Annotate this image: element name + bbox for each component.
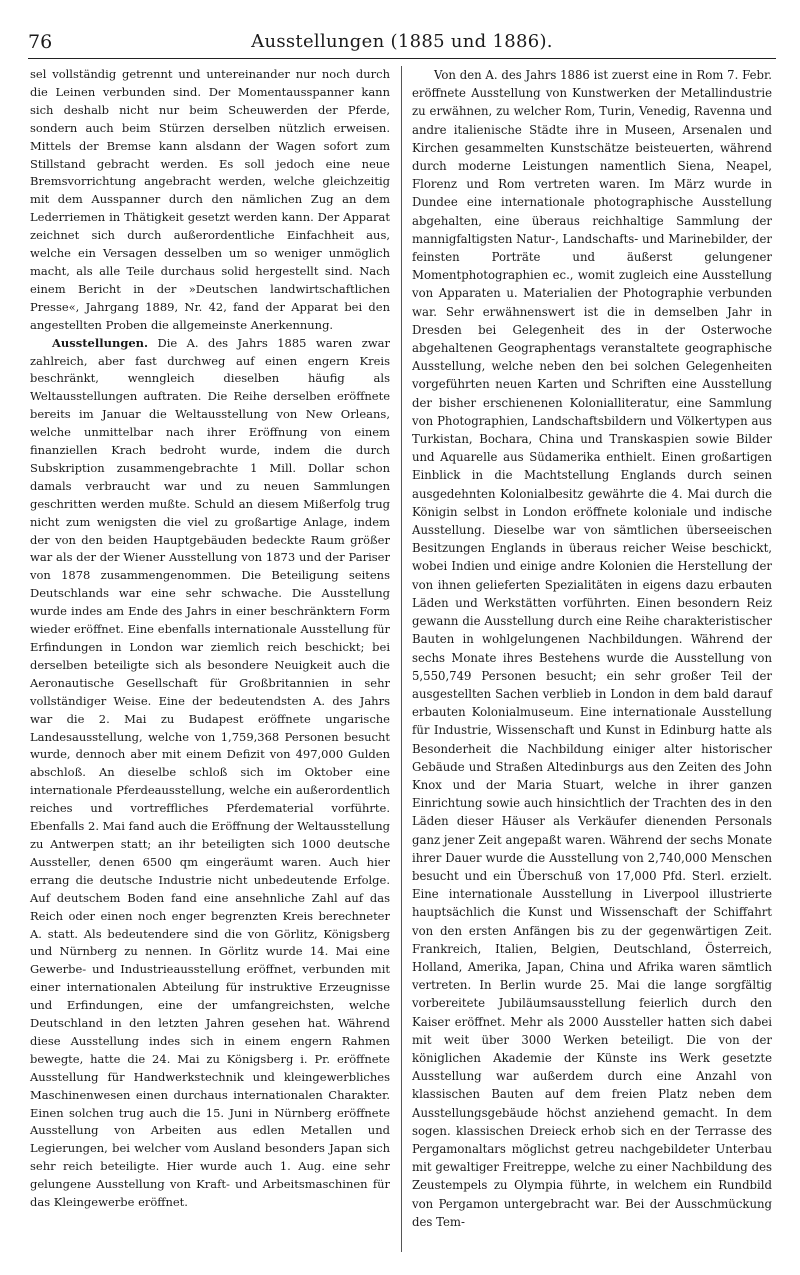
article-paragraph-1886: Von den A. des Jahrs 1886 ist zuerst eine in Rom 7. Febr. eröffnete Ausstellung von Kunstwerken der Metallindustrie zu erwähnen, zu welcher Rom, Turin, Venedig, Ravenna und andre italienische Städte ihre in Museen, Arsenalen und Kirchen gesammelten Kunstschätze beisteuerten, während durch moderne Leistungen namentlich Siena, Neapel, Florenz und Rom vertreten waren. Im März wurde in Dundee eine internationale photographische Ausstellung abgehalten, eine überaus reichhaltige Sammlung der mannigfaltigsten Natur-, Landschafts- und Marinebilder, der feinsten Porträte und äußerst gelungener Momentphotographien ec., womit zugleich eine Ausstellung von Apparaten u. Materialien der Photographie verbunden war. Sehr erwähnenswert ist die in demselben Jahr in Dresden bei Gelegenheit des in der Osterwoche abgehaltenen Geographentags veranstaltete geographische Ausstellung, welche neben den bei solchen Gelegenheiten vorgeführten neuen Karten und Schriften eine Ausstellung der bisher erschienenen Kolonialliteratur, eine Sammlung von Photographien, Landschaftsbildern und Völkertypen aus Turkistan, Bochara, China und Transkaspien sowie Bilder und Aquarelle aus Südamerika enthielt. Einen großartigen Einblick in die Machtstellung Englands durch seinen ausgedehnten Kolonialbesitz gewährte die 4. Mai durch die Königin selbst in London eröffnete koloniale und indische Ausstellung. Dieselbe war von sämtlichen überseeischen Besitzungen Englands in überaus reicher Weise beschickt, wobei Indien und einige andre Kolonien die Herstellung der von ihnen gelieferten Spezialitäten in eigens dazu erbauten Läden und Werkstätten vorführten. Einen besondern Reiz gewann die Ausstellung durch eine Reihe charakteristischer Bauten in wohlgelungenen Nachbildungen. Während der sechs Monate ihres Bestehens wurde die Ausstellung von 5,550,749 Personen besucht; ein sehr großer Teil der ausgestellten Sachen verblieb in London in dem bald darauf erbauten Kolonialmuseum. Eine internationale Ausstellung für Industrie, Wissenschaft und Kunst in Edinburg hatte als Besonderheit die Nachbildung einiger alter historischer Gebäude und Straßen Altedinburgs aus den Zeiten des John Knox und der Maria Stuart, welche in ihrer ganzen Einrichtung sowie auch hinsichtlich der Trachten des in den Läden dieser Häuser als Verkäufer dienenden Personals ganz jener Zeit angepaßt waren. Während der sechs Monate ihrer Dauer wurde die Ausstellung von 2,740,000 Menschen besucht und ein Überschuß von 17,000 Pfd. Sterl. erzielt. Eine internationale Ausstellung in Liverpool illustrierte hauptsächlich die Kunst und Wissenschaft der Schiffahrt von den ersten Anfängen bis zu der gegenwärtigen Zeit. Frankreich, Italien, Belgien, Deutschland, Österreich, Holland, Amerika, Japan, China und Afrika waren sämtlich vertreten. In Berlin wurde 25. Mai die lange sorgfältig vorbereitete Jubiläumsausstellung feierlich durch den Kaiser eröffnet. Mehr als 2000 Aussteller hatten sich dabei mit weit über 3000 Werken beteiligt. Die von der königlichen Akademie der Künste ins Werk gesetzte Ausstellung war außerdem durch eine Anzahl von klassischen Bauten auf dem freien Platz neben dem Ausstellungsgebäude höchst anziehend gemacht. In dem sogen. klassischen Dreieck erhob sich en der Terrasse des Pergamonaltars möglichst getreu nachgebildeter Unterbau mit gewaltiger Freitreppe, welche zu einer Nachbildung des Zeustempels zu Olympia führte, in welchem ein Rundbild von Pergamon untergebracht war. Bei der Ausschmückung des Tem- bbox=[412, 68, 772, 1229]
article-lemma: Ausstellungen. bbox=[52, 335, 149, 350]
left-column bbox=[30, 66, 390, 1212]
article-text: Die A. des Jahrs 1885 waren zwar zahlreich, aber fast durchweg auf einen engern Kreis beschränkt, wenngleich dieselben häufig als Weltausstellungen auftraten. Die Reihe derselben eröffnete bereits im Januar die Weltausstellung von New Orleans, welche unmittelbar nach ihrer Eröffnung von einem finanziellen Krach bedroht wurde, indem die durch Subskription zusammengebrachte 1 Mill. Dollar schon damals verbraucht war und zu neuen Sammlungen geschritten werden mußte. Schuld an diesem Mißerfolg trug nicht zum wenigsten die viel zu großartige Anlage, indem der von den beiden Hauptgebäuden bedeckte Raum größer war als der der Wiener Ausstellung von 1873 und der Pariser von 1878 zusammengenommen. Die Beteiligung seitens Deutschlands war eine sehr schwache. Die Ausstellung wurde indes am Ende des Jahrs in einer beschränktern Form wieder eröffnet. Eine ebenfalls internationale Ausstellung für Erfindungen in London war ziemlich reich beschickt; bei derselben beteiligte sich als besondere Neuigkeit auch die Aeronautische Gesellschaft für Großbritannien in sehr vollständiger Weise. Eine der bedeutendsten A. des Jahrs war die 2. Mai zu Budapest eröffnete ungarische Landesausstellung, welche von 1,759,368 Personen besucht wurde, dennoch aber mit einem Defizit von 497,000 Gulden abschloß. An dieselbe schloß sich im Oktober eine internationale Pferdeausstellung, welche ein außerordentlich reiches und vortreffliches Pferdematerial vorführte. Ebenfalls 2. Mai fand auch die Eröffnung der Weltausstellung zu Antwerpen statt; an ihr beteiligten sich 1000 deutsche Aussteller, denen 6500 qm eingeräumt waren. Auch hier errang die deutsche Industrie nicht unbedeutende Erfolge. Auf deutschem Boden fand eine ansehnliche Zahl auf das Reich oder einen noch enger begrenzten Kreis berechneter A. statt. Als bedeutendere sind die von Görlitz, Königsberg und Nürnberg zu nennen. In Görlitz wurde 14. Mai eine Gewerbe- und Industrieausstellung eröffnet, verbunden mit einer internationalen Abteilung für instruktive Erzeugnisse und Erfindungen, eine der umfangreichsten, welche Deutschland in den letzten Jahren gesehen hat. Während diese Ausstellung indes sich in einem engern Rahmen bewegte, hatte die 24. Mai zu Königsberg i. Pr. eröffnete Ausstellung für Handwerkstechnik und kleingewerbliches Maschinenwesen einen durchaus internationalen Charakter. Einen solchen trug auch die 15. Juni in Nürnberg eröffnete Ausstellung von Arbeiten aus edlen Metallen und Legierungen, bei welcher vom Ausland besonders Japan sich sehr reich beteiligte. Hier wurde auch 1. Aug. eine sehr gelungene Ausstellung von Kraft- und Arbeitsmaschinen für das Kleingewerbe eröffnet. bbox=[30, 335, 390, 1210]
article-paragraph bbox=[30, 335, 390, 1212]
page-header bbox=[28, 30, 776, 54]
running-title: Ausstellungen (1885 und 1886). bbox=[251, 31, 553, 52]
header-rule bbox=[28, 58, 776, 59]
right-column bbox=[412, 66, 772, 1231]
page-number: 76 bbox=[28, 31, 53, 53]
paragraph-continuation: sel vollständig getrennt und untereinander nur noch durch die Leinen verbunden sind. Der Momentausspanner kann sich deshalb nicht nur beim Scheuwerden der Pferde, sondern auch beim Stürzen derselben nützlich erweisen. Mittels der Bremse kann alsdann der Wagen sofort zum Stillstand gebracht werden. Es soll jedoch eine neue Bremsvorrichtung angebracht werden, welche gleichzeitig mit dem Ausspanner durch den nämlichen Zug an dem Lederriemen in Thätigkeit gesetzt werden kann. Der Apparat zeichnet sich durch außerordentliche Einfachheit aus, welche ein Versagen desselben um so weniger unmöglich macht, als alle Teile durchaus solid hergestellt sind. Nach einem Bericht in der »Deutschen landwirtschaftlichen Presse«, Jahrgang 1889, Nr. 42, fand der Apparat bei den angestellten Proben die allgemeinste Anerkennung. bbox=[30, 67, 390, 332]
column-divider bbox=[401, 66, 402, 1252]
